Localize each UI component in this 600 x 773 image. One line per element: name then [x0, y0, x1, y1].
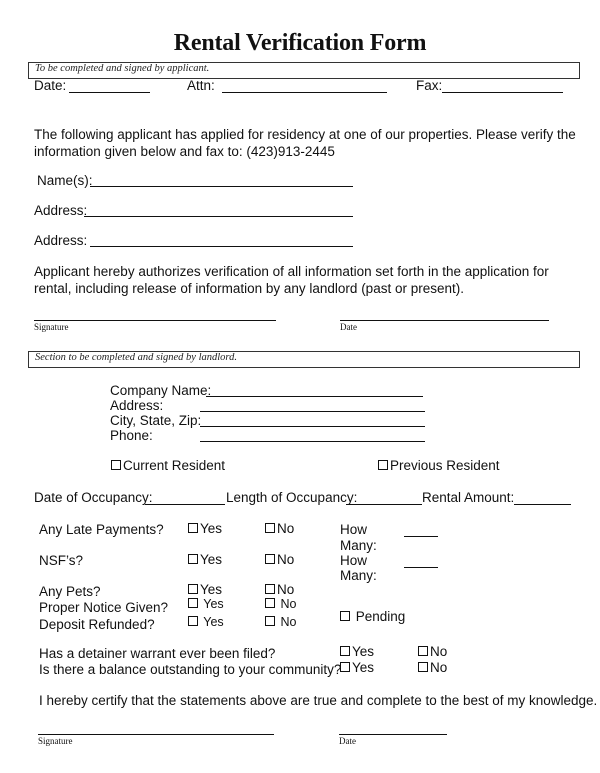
pets-yes-checkbox[interactable] — [188, 584, 198, 594]
nsf-how-label: How — [340, 553, 368, 568]
applicant-section-header — [28, 62, 580, 79]
pets-label: Any Pets? — [39, 584, 101, 599]
current-resident-option[interactable] — [111, 458, 225, 473]
notice-no[interactable] — [265, 597, 296, 611]
pets-yes[interactable] — [188, 582, 222, 597]
no-label: No — [277, 582, 295, 597]
rental-amount-label: Rental Amount: — [422, 490, 515, 505]
landlord-section-header — [28, 351, 580, 368]
nsf-how-many-field[interactable] — [404, 567, 438, 568]
intro-line-1: The following applicant has applied for residency at one of our properties. Please verify the — [34, 127, 576, 142]
notice-no-checkbox[interactable] — [265, 598, 275, 608]
phone-label: Phone: — [110, 428, 153, 443]
address2-label: Address: — [34, 233, 88, 248]
previous-resident-option[interactable] — [378, 458, 500, 473]
company-name-field[interactable] — [206, 396, 423, 397]
landlord-date-label: Date — [339, 736, 356, 746]
late-payments-label: Any Late Payments? — [39, 522, 164, 537]
no-label: No — [280, 615, 297, 629]
address1-field[interactable] — [84, 216, 353, 217]
yes-label: Yes — [200, 521, 223, 536]
deposit-yes[interactable] — [188, 615, 224, 629]
nsf-no-checkbox[interactable] — [265, 554, 275, 564]
pending-option[interactable] — [340, 609, 405, 624]
authorization-paragraph — [34, 263, 549, 297]
address1-label: Address: — [34, 203, 88, 218]
applicant-section-header-text: To be completed and signed by applicant. — [35, 63, 210, 74]
no-label: No — [430, 644, 448, 659]
pets-no-checkbox[interactable] — [265, 584, 275, 594]
occupancy-date-label: Date of Occupancy: — [34, 490, 153, 505]
current-resident-label: Current Resident — [123, 458, 226, 473]
intro-paragraph — [34, 126, 576, 160]
yes-label: Yes — [200, 552, 223, 567]
applicant-signature-label: Signature — [34, 322, 69, 332]
names-label: Name(s): — [37, 173, 93, 188]
no-label: No — [277, 521, 295, 536]
balance-label: Is there a balance outstanding to your community? — [39, 662, 342, 677]
late-payments-no[interactable] — [265, 521, 294, 536]
notice-label: Proper Notice Given? — [39, 600, 169, 615]
date-field[interactable] — [69, 92, 150, 93]
late-how-label: How — [340, 522, 368, 537]
previous-resident-checkbox[interactable] — [378, 460, 388, 470]
late-how-many-field[interactable] — [404, 536, 438, 537]
occupancy-length-label: Length of Occupancy: — [226, 490, 358, 505]
deposit-yes-checkbox[interactable] — [188, 616, 198, 626]
attn-field[interactable] — [222, 92, 387, 93]
nsf-label: NSF’s? — [39, 553, 84, 568]
applicant-date-line[interactable] — [340, 320, 549, 321]
no-label: No — [430, 660, 448, 675]
company-name-label: Company Name: — [110, 383, 212, 398]
applicant-date-label: Date — [340, 322, 357, 332]
deposit-no-checkbox[interactable] — [265, 616, 275, 626]
landlord-date-line[interactable] — [339, 734, 447, 735]
deposit-label: Deposit Refunded? — [39, 617, 155, 632]
late-payments-no-checkbox[interactable] — [265, 523, 275, 533]
nsf-no[interactable] — [265, 552, 294, 567]
yes-label: Yes — [352, 660, 375, 675]
names-field[interactable] — [90, 186, 353, 187]
late-many-label: Many: — [340, 538, 377, 553]
nsf-yes-checkbox[interactable] — [188, 554, 198, 564]
yes-label: Yes — [203, 597, 224, 611]
fax-field[interactable] — [442, 92, 563, 93]
applicant-signature-line[interactable] — [34, 320, 276, 321]
detainer-no-checkbox[interactable] — [418, 646, 428, 656]
pending-label: Pending — [355, 609, 406, 624]
pets-no[interactable] — [265, 582, 294, 597]
occupancy-length-field[interactable] — [346, 504, 422, 505]
fax-label: Fax: — [416, 78, 443, 93]
phone-field[interactable] — [200, 441, 425, 442]
no-label: No — [277, 552, 295, 567]
landlord-section-header-text: Section to be completed and signed by landlord. — [35, 352, 237, 363]
auth-line-2: rental, including release of information by any landlord (past or present). — [34, 281, 464, 296]
date-label: Date: — [34, 78, 67, 93]
company-address-label: Address: — [110, 398, 164, 413]
balance-yes[interactable] — [340, 660, 374, 675]
occupancy-date-field[interactable] — [145, 504, 225, 505]
form-title: Rental Verification Form — [173, 30, 427, 56]
late-payments-yes-checkbox[interactable] — [188, 523, 198, 533]
current-resident-checkbox[interactable] — [111, 460, 121, 470]
landlord-signature-line[interactable] — [38, 734, 274, 735]
previous-resident-label: Previous Resident — [390, 458, 500, 473]
balance-yes-checkbox[interactable] — [340, 662, 350, 672]
yes-label: Yes — [203, 615, 224, 629]
landlord-signature-label: Signature — [38, 736, 73, 746]
certification-statement: I hereby certify that the statements above are true and complete to the best of my knowledge. — [39, 693, 598, 708]
intro-line-2: information given below and fax to: (423)913-2445 — [34, 144, 335, 159]
detainer-no[interactable] — [418, 644, 447, 659]
attn-label: Attn: — [187, 78, 215, 93]
detainer-yes-checkbox[interactable] — [340, 646, 350, 656]
detainer-label: Has a detainer warrant ever been filed? — [39, 646, 276, 661]
yes-label: Yes — [352, 644, 375, 659]
notice-yes-checkbox[interactable] — [188, 598, 198, 608]
notice-yes[interactable] — [188, 597, 224, 611]
deposit-no[interactable] — [265, 615, 296, 629]
nsf-many-label: Many: — [340, 568, 377, 583]
pending-checkbox[interactable] — [340, 611, 350, 621]
rental-amount-field[interactable] — [514, 504, 571, 505]
balance-no[interactable] — [418, 660, 447, 675]
nsf-yes[interactable] — [188, 552, 222, 567]
address2-field[interactable] — [90, 246, 353, 247]
late-payments-yes[interactable] — [188, 521, 222, 536]
no-label: No — [280, 597, 297, 611]
balance-no-checkbox[interactable] — [418, 662, 428, 672]
detainer-yes[interactable] — [340, 644, 374, 659]
auth-line-1: Applicant hereby authorizes verification of all information set forth in the application for — [34, 264, 549, 279]
yes-label: Yes — [200, 582, 223, 597]
company-address-field[interactable] — [200, 411, 425, 412]
city-state-zip-field[interactable] — [200, 426, 425, 427]
city-state-zip-label: City, State, Zip: — [110, 413, 202, 428]
